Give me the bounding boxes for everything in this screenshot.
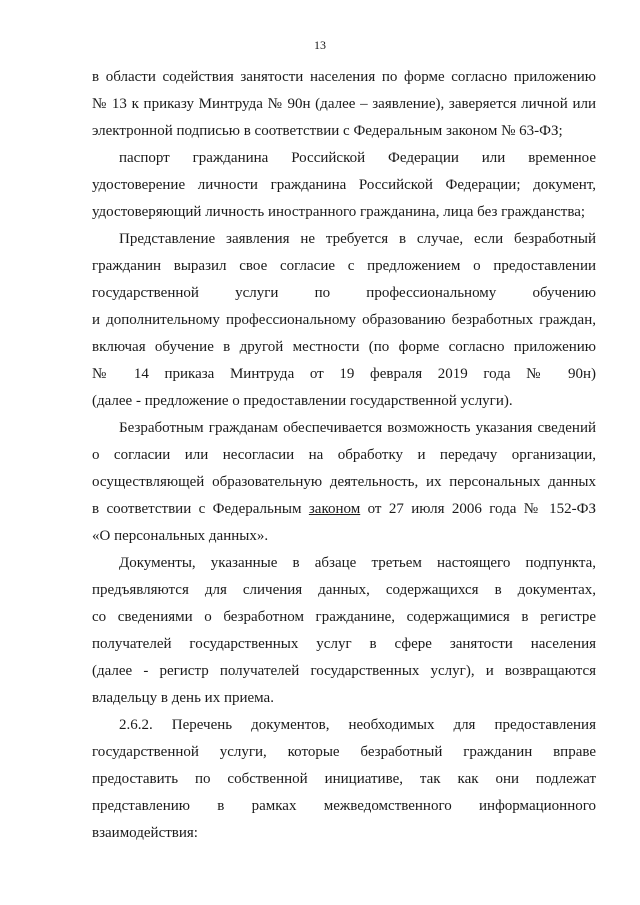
text-line: представлению в рамках межведомственного информационного bbox=[92, 798, 596, 814]
text-line: осуществляющей образовательную деятельность, их персональных данных bbox=[92, 474, 596, 490]
text-line: электронной подписью в соответствии с Федеральным законом № 63-ФЗ; bbox=[92, 123, 563, 139]
text-line: предъявляются для сличения данных, содержащихся в документах, bbox=[92, 582, 596, 598]
text-fragment: от 27 июля 2006 года № 152-ФЗ bbox=[360, 501, 596, 517]
text-line: паспорт гражданина Российской Федерации или временное bbox=[119, 150, 596, 166]
text-line: (далее - предложение о предоставлении государственной услуги). bbox=[92, 393, 513, 409]
text-line: предоставить по собственной инициативе, так как они подлежат bbox=[92, 771, 596, 787]
text-line: Представление заявления не требуется в случае, если безработный bbox=[119, 231, 596, 247]
text-line: гражданин выразил свое согласие с предложением о предоставлении bbox=[92, 258, 596, 274]
text-line: «О персональных данных». bbox=[92, 528, 269, 544]
text-line: владельцу в день их приема. bbox=[92, 690, 274, 706]
text-line: удостоверяющий личность иностранного гражданина, лица без гражданства; bbox=[92, 204, 586, 220]
text-line: 2.6.2. Перечень документов, необходимых для предоставления bbox=[119, 717, 596, 733]
text-line: Безработным гражданам обеспечивается возможность указания сведений bbox=[119, 420, 596, 436]
text-fragment: в соответствии с Федеральным bbox=[92, 501, 309, 517]
text-line: (далее - регистр получателей государственных услуг), и возвращаются bbox=[92, 663, 596, 679]
text-line: государственной услуги, которые безработный гражданин вправе bbox=[92, 744, 596, 760]
text-line-with-link bbox=[92, 500, 596, 518]
text-line: государственной услуги по профессиональному обучению bbox=[92, 285, 596, 301]
text-line: № 14 приказа Минтруда от 19 февраля 2019 года № 90н) bbox=[92, 366, 596, 382]
text-line: о согласии или несогласии на обработку и передачу организации, bbox=[92, 447, 596, 463]
text-line: Документы, указанные в абзаце третьем настоящего подпункта, bbox=[119, 555, 596, 571]
text-line: взаимодействия: bbox=[92, 825, 198, 841]
text-line: получателей государственных услуг в сфере занятости населения bbox=[92, 636, 596, 652]
text-line: и дополнительному профессиональному образованию безработных граждан, bbox=[92, 312, 596, 328]
text-line: со сведениями о безработном гражданине, содержащимися в регистре bbox=[92, 609, 596, 625]
law-link[interactable]: законом bbox=[308, 501, 361, 517]
text-line: включая обучение в другой местности (по форме согласно приложению bbox=[92, 339, 596, 355]
page-number: 13 bbox=[314, 38, 326, 52]
text-line: удостоверение личности гражданина Российской Федерации; документ, bbox=[92, 177, 596, 193]
text-line: № 13 к приказу Минтруда № 90н (далее – заявление), заверяется личной или bbox=[92, 96, 596, 112]
text-line: в области содействия занятости населения по форме согласно приложению bbox=[92, 69, 596, 85]
